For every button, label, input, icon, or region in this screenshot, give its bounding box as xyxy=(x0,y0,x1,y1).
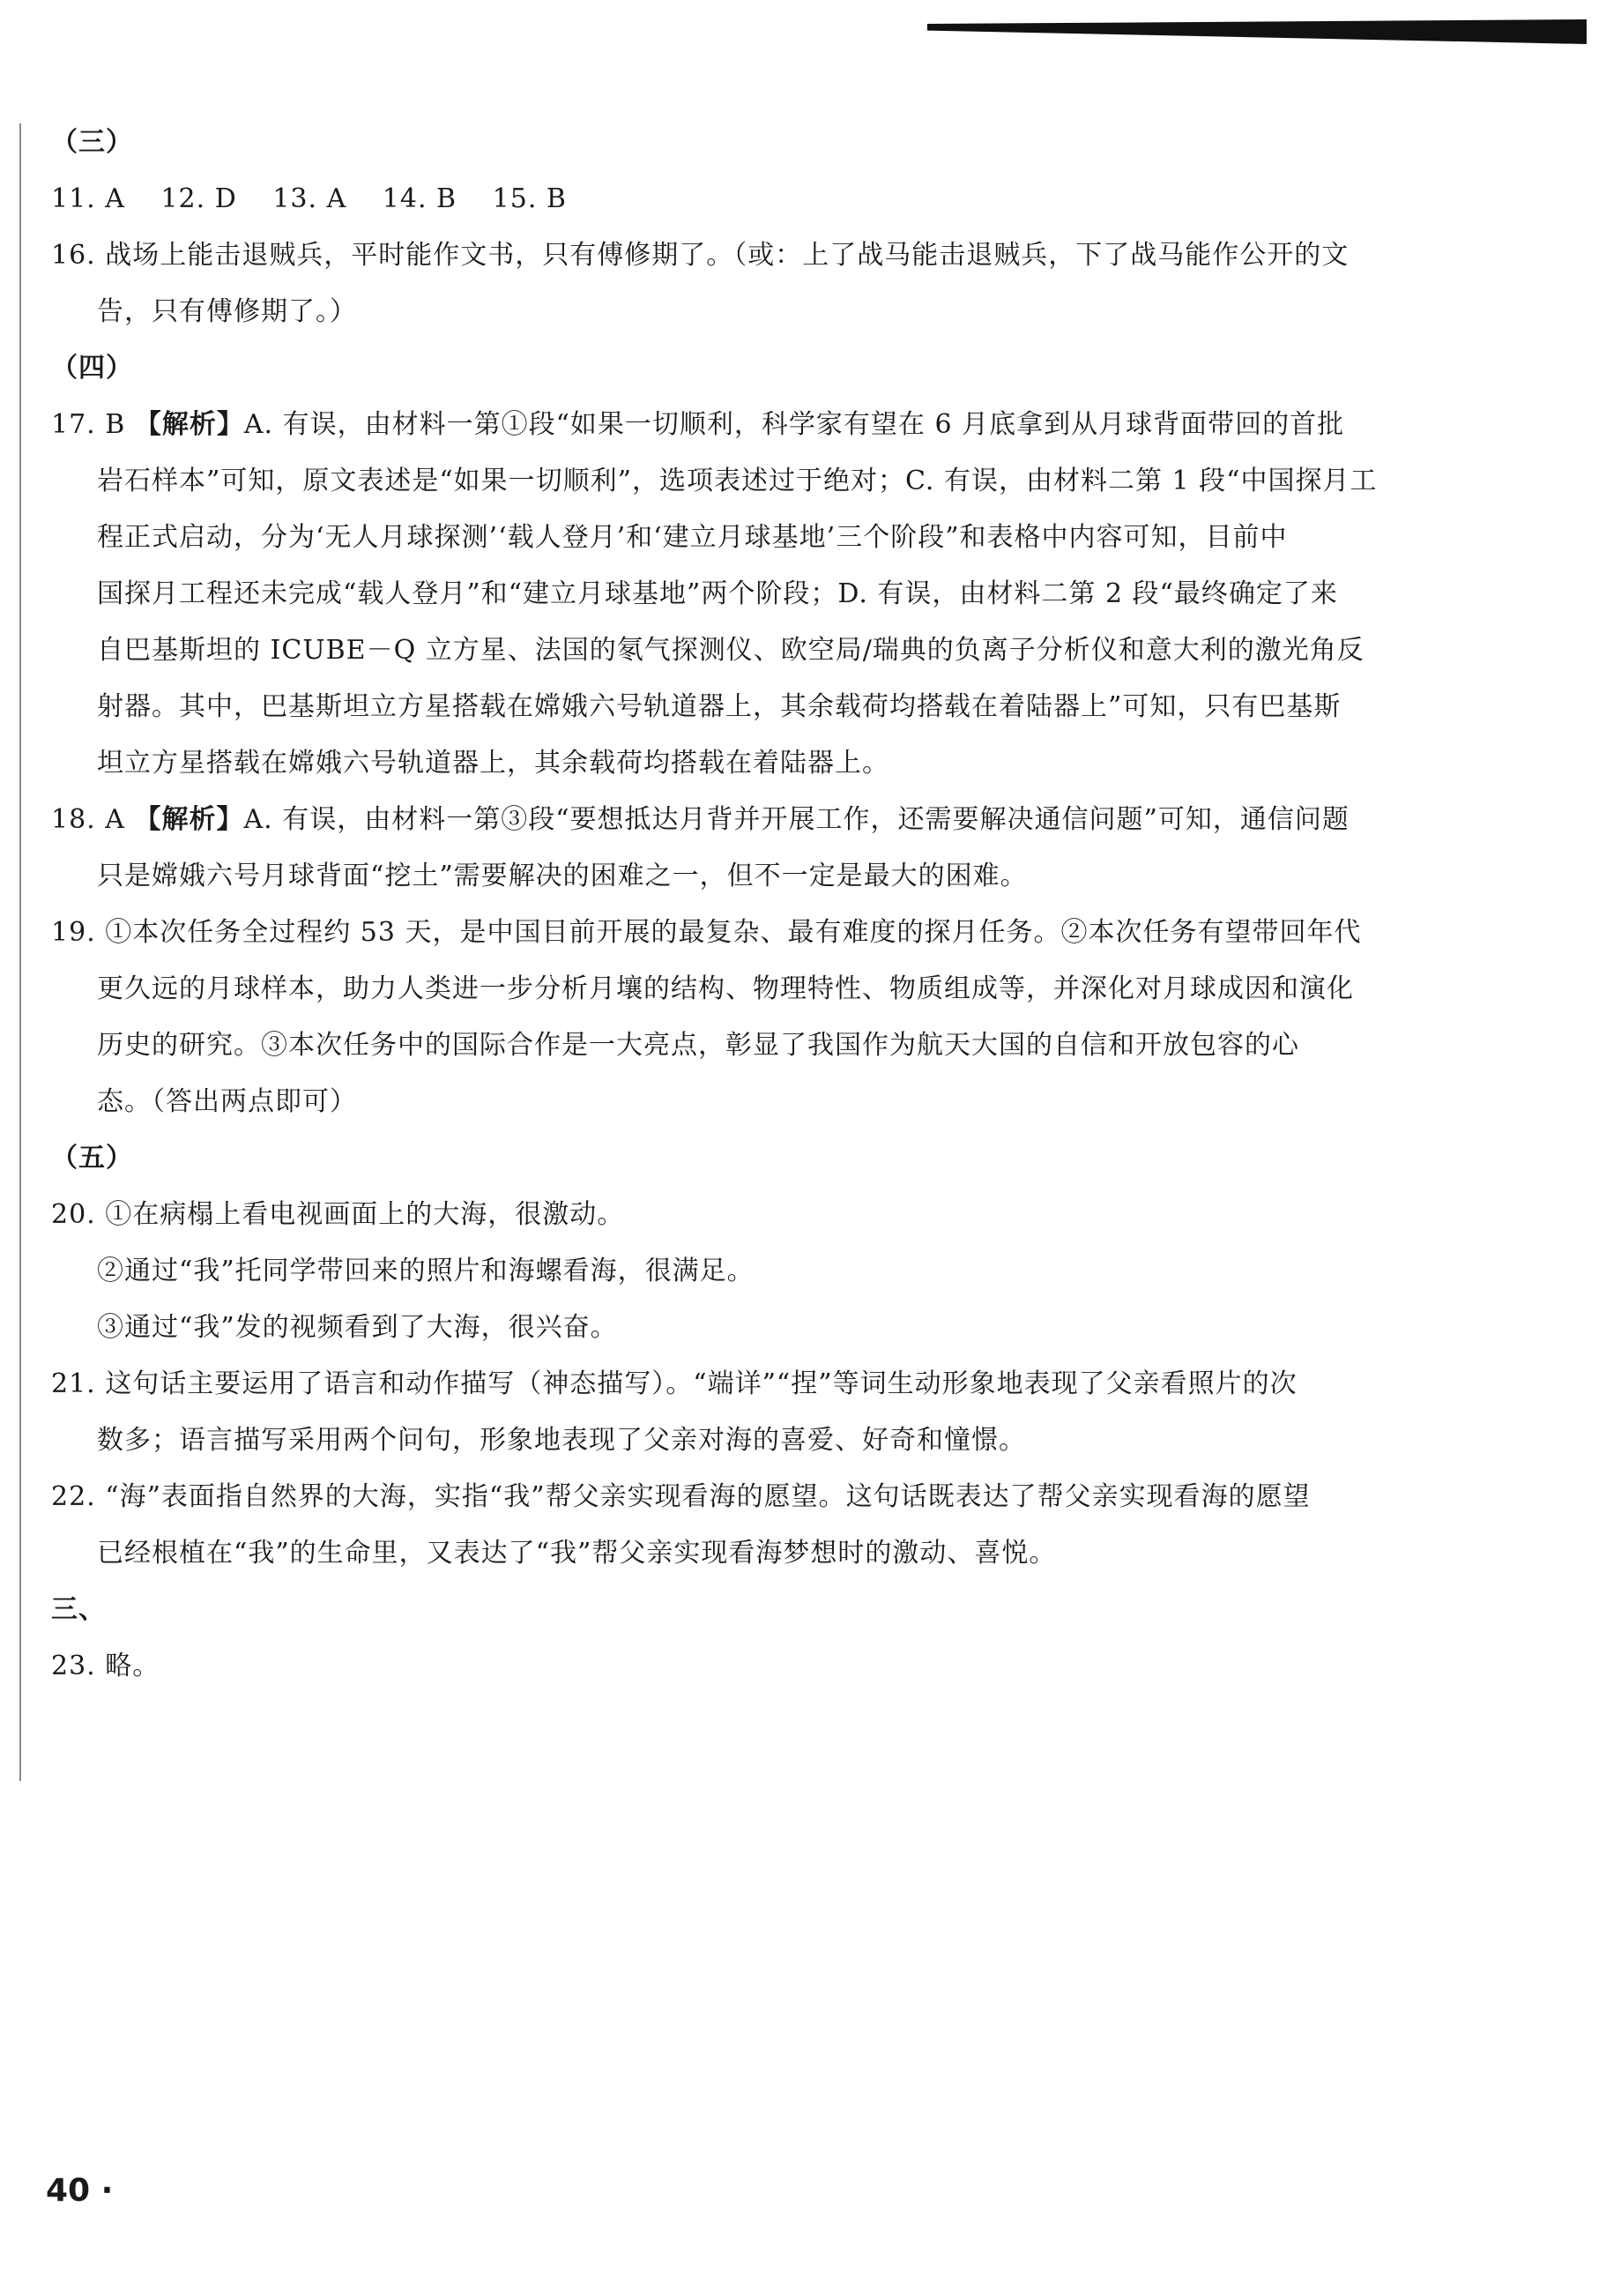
section-heading: （三） xyxy=(51,127,133,158)
answer-17-line xyxy=(51,397,1426,453)
answer-22-line: 22. “海”表面指自然界的大海，实指“我”帮父亲实现看海的愿望。这句话既表达了帮父亲实现看海的愿望 xyxy=(51,1481,1311,1512)
answer-13: 13. A xyxy=(272,183,347,214)
answer-row-11-15 xyxy=(51,171,1426,227)
answer-18-num: 18. A xyxy=(51,804,125,835)
page-number: 40 · xyxy=(46,2173,114,2209)
answer-20-line: ②通过“我”托同学带回来的照片和海螺看海，很满足。 xyxy=(97,1256,755,1286)
answer-17-line: 程正式启动，分为‘无人月球探测’‘载人登月’和‘建立月球基地’三个阶段”和表格中内容可知，目前中 xyxy=(97,522,1288,553)
answer-21-line: 21. 这句话主要运用了语言和动作描写（神态描写）。“端详”“捏”等词生动形象地表现了父亲看照片的次 xyxy=(51,1368,1297,1399)
answer-19-line: 态。（答出两点即可） xyxy=(97,1086,357,1117)
answer-23-line: 23. 略。 xyxy=(51,1651,160,1681)
analysis-tag: 【解析】 xyxy=(134,804,244,835)
answer-18-line: 只是嫦娥六号月球背面“挖土”需要解决的困难之一，但不一定是最大的困难。 xyxy=(97,861,1028,891)
answer-16-line: 16. 战场上能击退贼兵，平时能作文书，只有傅修期了。（或：上了战马能击退贼兵，下了战马能作公开的文 xyxy=(51,240,1349,271)
answer-16-line: 告，只有傅修期了。） xyxy=(97,296,357,327)
answer-18-text: A. 有误，由材料一第③段“要想抵达月背并开展工作，还需要解决通信问题”可知，通信问题 xyxy=(243,804,1349,835)
answer-22-line: 已经根植在“我”的生命里，又表达了“我”帮父亲实现看海梦想时的激动、喜悦。 xyxy=(97,1538,1057,1569)
answer-11: 11. A xyxy=(51,183,125,214)
analysis-tag: 【解析】 xyxy=(134,409,244,440)
answer-17-line: 坦立方星搭载在嫦娥六号轨道器上，其余载荷均搭载在着陆器上。 xyxy=(97,748,889,779)
answer-19-line: 19. ①本次任务全过程约 53 天，是中国目前开展的最复杂、最有难度的探月任务。②本次任务有望带回年代 xyxy=(51,917,1362,948)
section-heading: （四） xyxy=(51,353,133,384)
margin-rule xyxy=(19,123,21,1781)
answer-17-line: 自巴基斯坦的 ICUBE－Q 立方星、法国的氡气探测仪、欧空局/瑞典的负离子分析仪和意大利的激光角反 xyxy=(97,635,1364,666)
header-decoration-bar xyxy=(927,19,1587,44)
answer-21-line: 数多；语言描写采用两个问句，形象地表现了父亲对海的喜爱、好奇和憧憬。 xyxy=(97,1425,1026,1456)
answer-17-num: 17. B xyxy=(51,409,126,440)
answer-20-line: 20. ①在病榻上看电视画面上的大海，很激动。 xyxy=(51,1199,625,1230)
answer-12: 12. D xyxy=(160,183,237,214)
answer-19-line: 更久远的月球样本，助力人类进一步分析月壤的结构、物理特性、物质组成等，并深化对月球成因和演化 xyxy=(97,973,1354,1004)
answer-20-line: ③通过“我”发的视频看到了大海，很兴奋。 xyxy=(97,1312,618,1343)
answer-15: 15. B xyxy=(492,183,567,214)
answer-17-line: 国探月工程还未完成“载人登月”和“建立月球基地”两个阶段；D. 有误，由材料二第 2 段“最终确定了来 xyxy=(97,578,1338,609)
answer-18-line xyxy=(51,792,1426,848)
answer-17-line: 岩石样本”可知，原文表述是“如果一切顺利”，选项表述过于绝对；C. 有误，由材料二第 1 段“中国探月工 xyxy=(97,466,1378,496)
answer-content xyxy=(51,115,1426,1695)
section-heading: 三、 xyxy=(51,1594,106,1625)
section-heading: （五） xyxy=(51,1143,133,1174)
answer-17-line: 射器。其中，巴基斯坦立方星搭载在嫦娥六号轨道器上，其余载荷均搭载在着陆器上”可知，只有巴基斯 xyxy=(97,691,1342,722)
answer-17-text: A. 有误，由材料一第①段“如果一切顺利，科学家有望在 6 月底拿到从月球背面带回的首批 xyxy=(243,409,1345,440)
answer-19-line: 历史的研究。③本次任务中的国际合作是一大亮点，彰显了我国作为航天大国的自信和开放包容的心 xyxy=(97,1030,1299,1061)
answer-14: 14. B xyxy=(382,183,457,214)
